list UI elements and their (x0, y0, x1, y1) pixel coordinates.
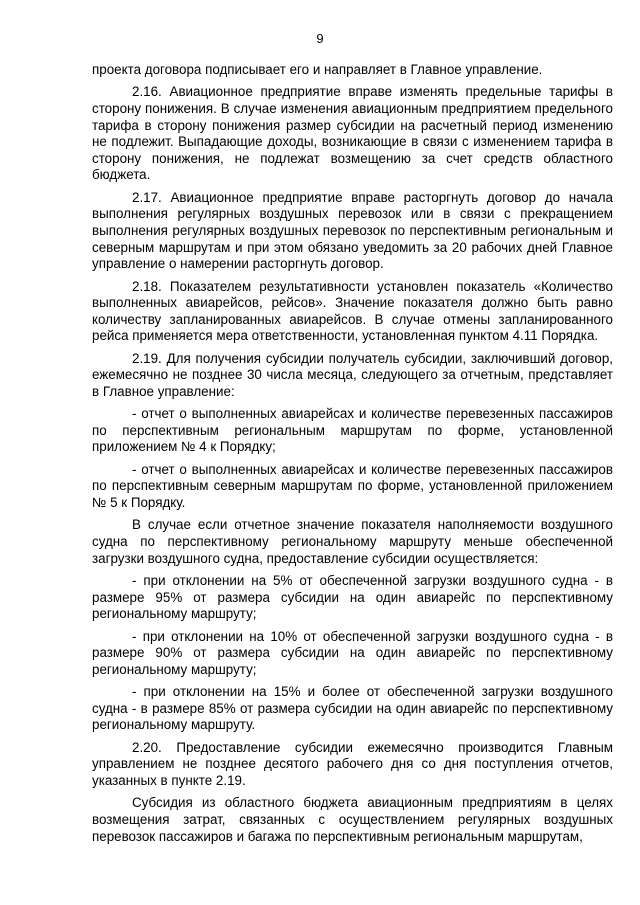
paragraph-2-18: 2.18. Показателем результативности установлен показатель «Количество выполненных авиарейсов, рейсов». Значение показателя должно быть равно количеству запланированных авиарейсов. В случае отмены запланированного рейса применяется мера ответственности, установленная пунктом 4.11 Порядка. (92, 278, 613, 344)
paragraph-2-17: 2.17. Авиационное предприятие вправе расторгнуть договор до начала выполнения регулярных воздушных перевозок или в связи с прекращением выполнения регулярных воздушных перевозок по перспективным региональным и северным маршрутам и при этом обязано уведомить за 20 рабочих дней Главное управление о намерении расторгнуть договор. (92, 189, 613, 272)
page-number: 9 (316, 31, 324, 46)
paragraph-2-16: 2.16. Авиационное предприятие вправе изменять предельные тарифы в сторону понижения. В случае изменения авиационным предприятием предельного тарифа в сторону понижения размер субсидии на расчетный период изменению не подлежит. Выпадающие доходы, возникающие в связи с изменением тарифа в сторону понижения, не подлежат возмещению за счет средств областного бюджета. (92, 84, 613, 183)
paragraph-continuation: проекта договора подписывает его и направляет в Главное управление. (92, 62, 543, 77)
list-item-northern-report: - отчет о выполненных авиарейсах и количестве перевезенных пассажиров по перспективным северным маршрутам по форме, установленной приложением № 5 к Порядку. (92, 461, 613, 511)
list-item-deviation-5: - при отклонении на 5% от обеспеченной загрузки воздушного судна - в размере 95% от размера субсидии на один авиарейс по перспективному региональному маршруту; (92, 573, 613, 622)
list-item-deviation-10: - при отклонении на 10% от обеспеченной загрузки воздушного судна - в размере 90% от размера субсидии на один авиарейс по перспективному региональному маршруту; (92, 628, 613, 677)
list-item-deviation-15: - при отклонении на 15% и более от обеспеченной загрузки воздушного судна - в размере 85% от размера субсидии на один авиарейс по перспективному региональному маршруту. (92, 684, 613, 733)
paragraph-subsidy: Субсидия из областного бюджета авиационным предприятиям в целях возмещения затрат, связанных с осуществлением регулярных воздушных перевозок пассажиров и багажа по перспективным региональным маршрутам, (92, 795, 613, 844)
document-body (92, 62, 613, 851)
paragraph-2-20: 2.20. Предоставление субсидии ежемесячно производится Главным управлением не позднее десятого рабочего дня со дня поступления отчетов, указанных в пункте 2.19. (92, 739, 613, 788)
paragraph-load-condition: В случае если отчетное значение показателя наполняемости воздушного судна по перспективному региональному маршруту меньше обеспеченной загрузки воздушного судна, предоставление субсидии осуществляется: (92, 517, 613, 566)
list-item-regional-report: - отчет о выполненных авиарейсах и количестве перевезенных пассажиров по перспективным региональным маршрутам по форме, установленной приложением № 4 к Порядку; (92, 406, 613, 455)
paragraph-2-19: 2.19. Для получения субсидии получатель субсидии, заключивший договор, ежемесячно не позднее 30 числа месяца, следующего за отчетным, представляет в Главное управление: (92, 350, 613, 399)
